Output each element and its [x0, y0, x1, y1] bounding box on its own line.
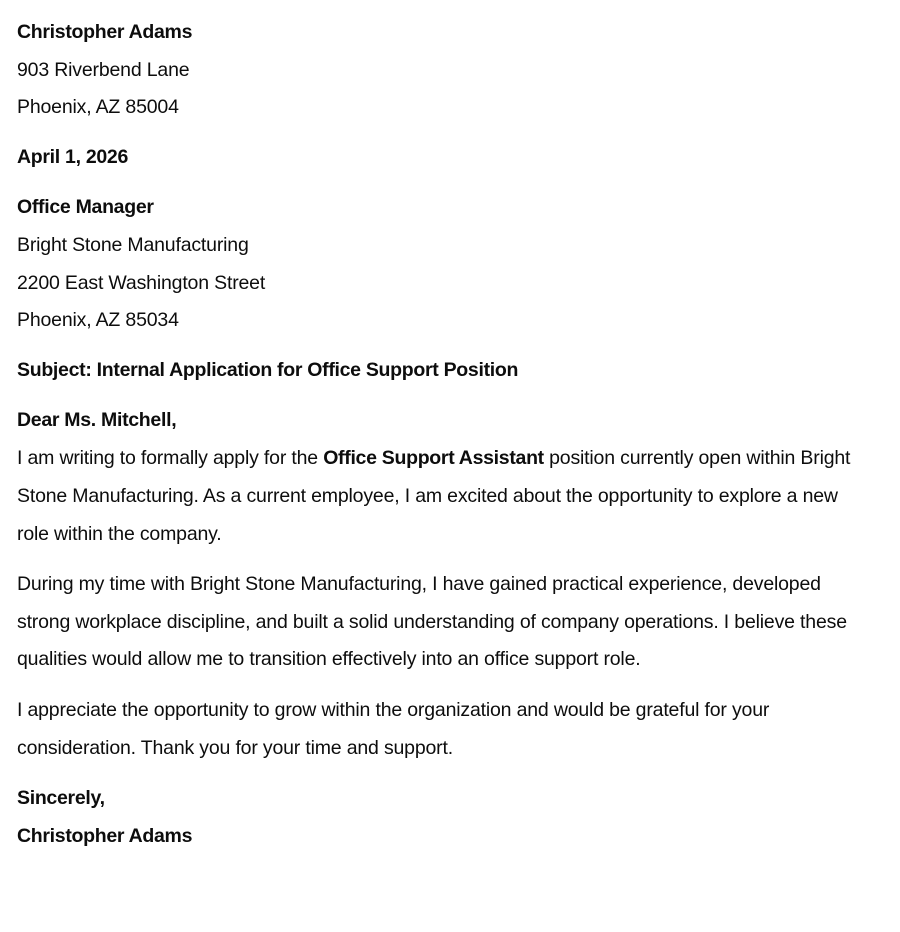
paragraph-1-text-before: I am writing to formally apply for the: [17, 446, 324, 469]
salutation: Dear Ms. Mitchell,: [17, 409, 177, 432]
recipient-city-state-zip: Phoenix, AZ 85034: [17, 309, 179, 332]
body-paragraph-1: [17, 440, 862, 553]
subject-block: [17, 352, 870, 390]
recipient-company: Bright Stone Manufacturing: [17, 233, 249, 256]
closing-block: [17, 780, 870, 855]
sender-city-state-zip: Phoenix, AZ 85004: [17, 96, 179, 119]
letter-date: April 1, 2026: [17, 146, 128, 169]
salutation-block: [17, 402, 870, 440]
recipient-title: Office Manager: [17, 196, 154, 219]
body-paragraph-2: During my time with Bright Stone Manufacturing, I have gained practical experience, developed strong workplace discipline, and built a solid understanding of company operations. I believe these qualities would allow me to transition effectively into an office support role.: [17, 572, 847, 671]
signature-name: Christopher Adams: [17, 824, 193, 847]
paragraph-1-emphasis: Office Support Assistant: [323, 446, 544, 469]
recipient-street: 2200 East Washington Street: [17, 271, 266, 294]
sender-street: 903 Riverbend Lane: [17, 58, 190, 81]
recipient-address-block: [17, 189, 870, 339]
subject-line: Subject: Internal Application for Office Support Position: [17, 359, 519, 382]
valediction: Sincerely,: [17, 787, 105, 810]
paragraph-1-text-after: position currently open within Bright Stone Manufacturing. As a current employee, I am excited about the opportunity to explore a new role within the company.: [17, 446, 851, 545]
date-block: [17, 139, 870, 177]
sender-address-block: [17, 14, 870, 127]
sender-name: Christopher Adams: [17, 21, 193, 43]
body-paragraph-3: I appreciate the opportunity to grow within the organization and would be grateful for your consideration. Thank you for your time and support.: [17, 698, 770, 759]
